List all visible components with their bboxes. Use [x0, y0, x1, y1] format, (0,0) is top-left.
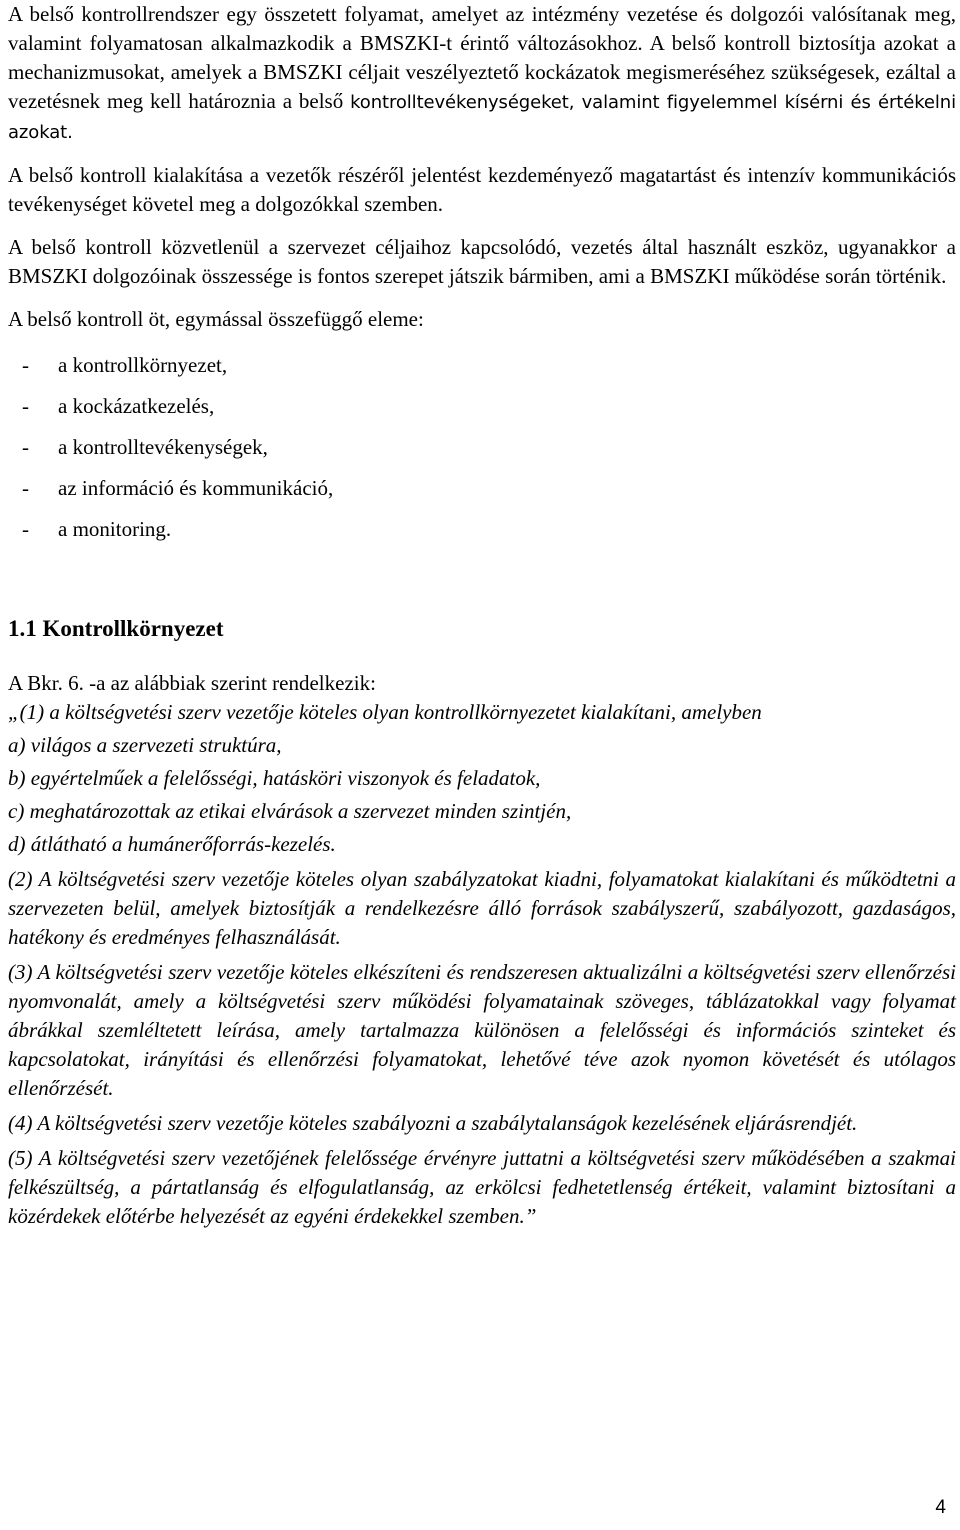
quote-paragraph-5: (5) A költségvetési szerv vezetőjének felelőssége érvényre juttatni a költségvetési szerv működésében a szakmai felkészültség, a pártatlanság és elfogulatlanság, az erkölcsi fedhetetlenség értékeit, valamint biztosítani a közérdekek előtérbe helyezését az egyéni érdekekkel szemben.”: [8, 1146, 956, 1228]
quote-item-d: d) átlátható a humánerőforrás-kezelés.: [8, 832, 336, 856]
list-item: [8, 392, 956, 433]
list-item: [8, 351, 956, 392]
list-item-text: a monitoring.: [58, 517, 172, 541]
quote-item-b: b) egyértelműek a felelősségi, hatásköri viszonyok és feladatok,: [8, 766, 541, 790]
list-dash: -: [22, 353, 29, 377]
quote-paragraph-2: (2) A költségvetési szerv vezetője köteles olyan szabályzatokat kiadni, folyamatokat kialakítani és működtetni a szervezeten belül, amelyek biztosítják a rendelkezésre álló források szabályszerű, szabályozott, gazdaságos, hatékony és eredményes felhasználását.: [8, 867, 956, 949]
intro-paragraph-3: A belső kontroll közvetlenül a szervezet céljaihoz kapcsolódó, vezetés által használt eszköz, ugyanakkor a BMSZKI dolgozóinak összessége is fontos szerepet játszik bármiben, ami a BMSZKI működése során történik.: [8, 235, 956, 288]
list-item-text: a kontrollkörnyezet,: [58, 353, 228, 377]
intro-paragraph-1-sans: kontrolltevékenységeket, valamint figyelemmel kísérni és értékelni azokat.: [8, 92, 956, 143]
list-dash: -: [22, 435, 29, 459]
list-dash: -: [22, 394, 29, 418]
list-dash: -: [22, 476, 29, 500]
quote-paragraph-1: „(1) a költségvetési szerv vezetője köteles olyan kontrollkörnyezetet kialakítani, amelyben: [8, 700, 762, 724]
section-heading: 1.1 Kontrollkörnyezet: [8, 616, 224, 641]
intro-paragraph-1-serif: A belső kontrollrendszer egy összetett folyamat, amelyet az intézmény vezetése és dolgozói valósítanak meg, valamint folyamatosan alkalmazkodik a BMSZKI-t érintő változásokhoz. A belső kontroll biztosítja azokat a mechanizmusokat, amelyek a BMSZKI céljait veszélyeztető kockázatok megismeréséhez szükségesek, ezáltal a vezetésnek meg kell határoznia a belső: [8, 2, 956, 113]
control-elements-list: [8, 351, 956, 556]
list-item-text: az információ és kommunikáció,: [58, 476, 334, 500]
quote-paragraph-3: (3) A költségvetési szerv vezetője köteles elkészíteni és rendszeresen aktualizálni a költségvetési szerv ellenőrzési nyomvonalát, amely a költségvetési szerv működési folyamatainak szöveges, táblázatokkal vagy folyamat ábrákkal szemléltetett leírása, amely tartalmazza különösen a felelősségi és információs szinteket és kapcsolatokat, irányítási és ellenőrzési folyamatokat, lehetővé téve azok nyomon követését és utólagos ellenőrzését.: [8, 960, 956, 1100]
document-page: [8, 0, 956, 1231]
intro-paragraph-1: [8, 0, 956, 147]
intro-paragraph-4: A belső kontroll öt, egymással összefüggő eleme:: [8, 307, 424, 331]
page-number: 4: [935, 1497, 946, 1518]
list-dash: -: [22, 517, 29, 541]
list-item-text: a kontrolltevékenységek,: [58, 435, 268, 459]
quote-item-a: a) világos a szervezeti struktúra,: [8, 733, 282, 757]
list-item: [8, 474, 956, 515]
list-item: [8, 433, 956, 474]
quote-paragraph-4: (4) A költségvetési szerv vezetője köteles szabályozni a szabálytalanságok kezelésének eljárásrendjét.: [8, 1111, 858, 1135]
quote-item-c: c) meghatározottak az etikai elvárások a szervezet minden szintjén,: [8, 799, 572, 823]
intro-paragraph-2: A belső kontroll kialakítása a vezetők részéről jelentést kezdeményező magatartást és intenzív kommunikációs tevékenységet követel meg a dolgozókkal szemben.: [8, 163, 956, 216]
section-lead: A Bkr. 6. -a az alábbiak szerint rendelkezik:: [8, 671, 376, 695]
list-item-text: a kockázatkezelés,: [58, 394, 215, 418]
list-item: [8, 515, 956, 556]
